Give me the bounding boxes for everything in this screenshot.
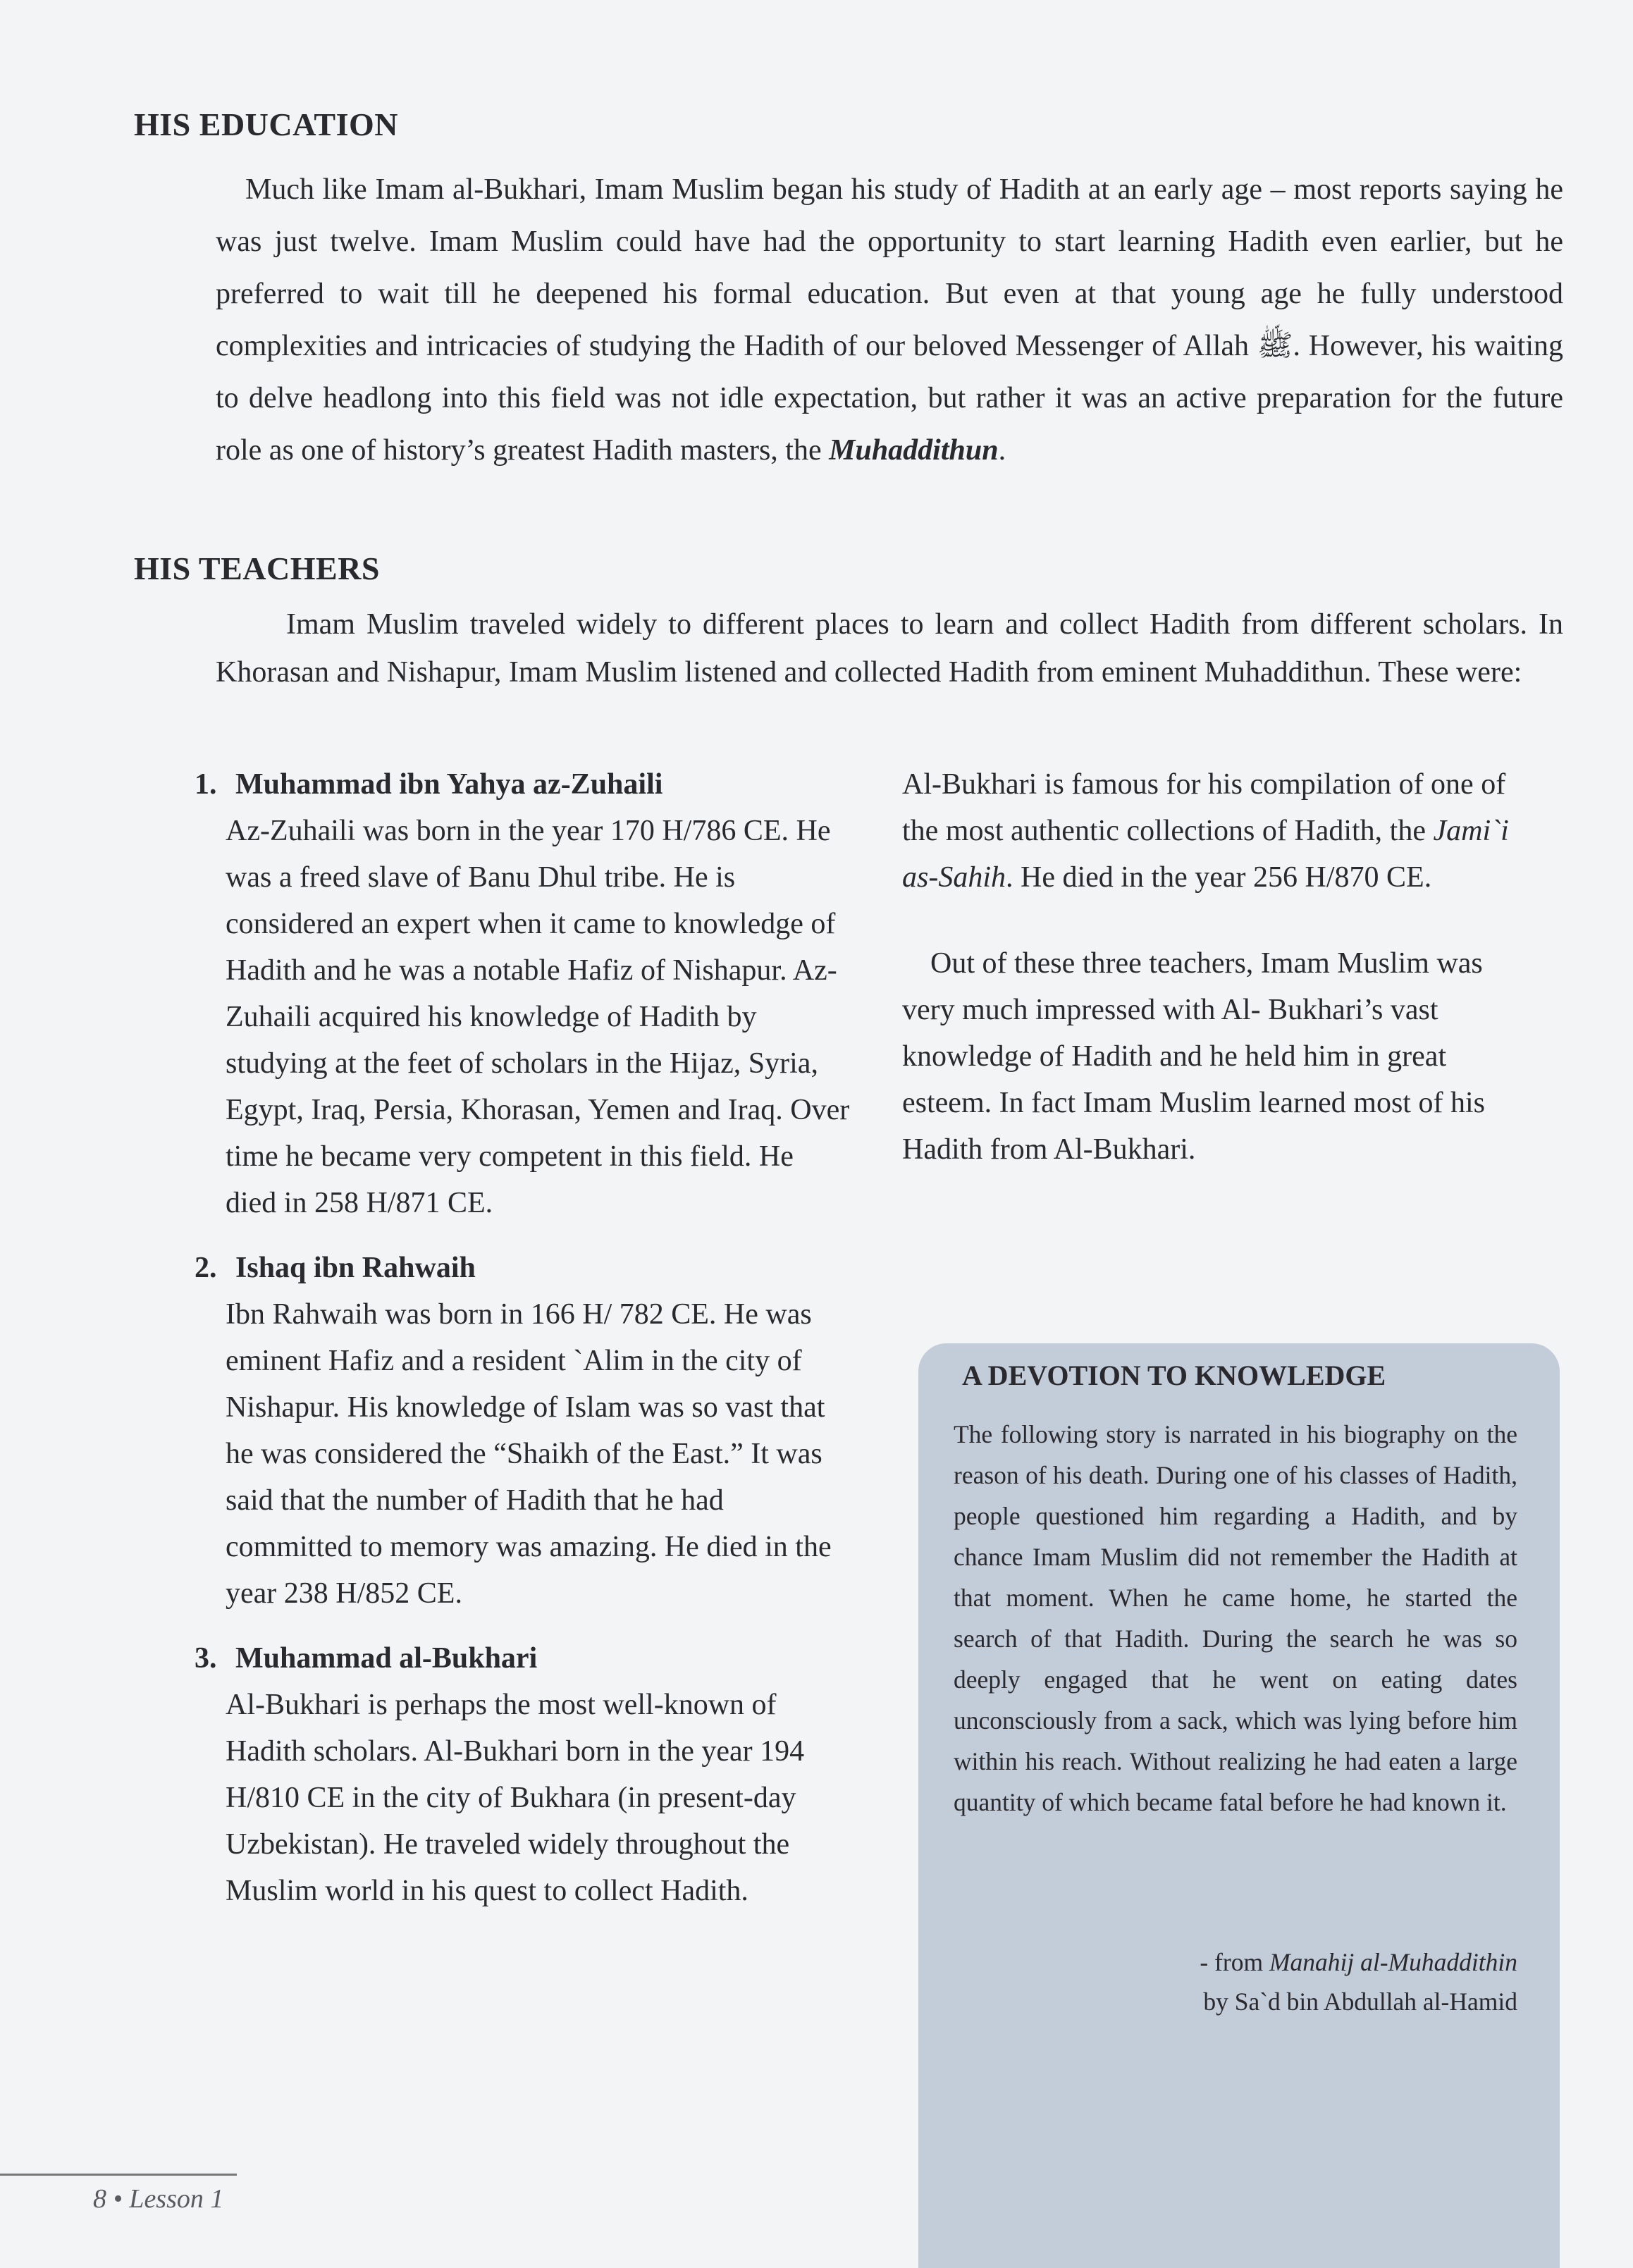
teacher-description: Al-Bukhari is perhaps the most well-known of Hadith scholars. Al-Bukhari born in the year 194 H/810 CE in the city of Bukhara (in present-day Uzbekistan). He traveled widely throughout the Muslim world in his quest to collect Hadith. — [226, 1689, 805, 1907]
teachers-intro: Imam Muslim traveled widely to different places to learn and collect Hadith from different scholars. In Khorasan and Nishapur, Imam Muslim listened and collected Hadith from eminent Muhaddithun. These were: — [216, 608, 1563, 689]
sidebar-text: The following story is narrated in his biography on the reason of his death. During one of his classes of Hadith, people questioned him regarding a Hadith, and by chance Imam Muslim did not remember the Hadith at that moment. When he came home, he started the search of that Hadith. During the search he was so deeply engaged that he went on eating dates unconsciously from a sack, which was lying before him within his reach. Without realizing he had eaten a large quantity of which became fatal before he had known it. — [954, 1420, 1517, 1816]
teacher-item — [195, 1245, 850, 1617]
source-author: by Sa`d bin Abdullah al-Hamid — [1203, 1987, 1517, 2016]
teacher-item-title — [195, 1245, 850, 1291]
jami-title: Jami`i as-Sahih — [902, 815, 1509, 894]
muhaddithun-term: Muhaddithun — [829, 434, 999, 467]
teacher-name: Muhammad al-Bukhari — [235, 1642, 538, 1675]
teachers-heading: HIS TEACHERS — [134, 550, 381, 586]
teachers-closing: Out of these three teachers, Imam Muslim was very much impressed with Al- Bukhari’s vast knowledge of Hadith and he held him in great esteem. In fact Imam Muslim learned most of his Hadith from Al-Bukhari. — [902, 947, 1485, 1166]
education-text-before: Much like Imam al-Bukhari, Imam Muslim began his study of Hadith at an early age – most reports saying he was just twelve. Imam Muslim could have had the opportunity to start learning Hadith even earlier, but he preferred to wait till he deepened his formal education. But even at that young age he fully understood complexities and intricacies of studying the Hadith of our beloved Messenger of Allah ﷺ. However, his waiting to delve headlong into this field was not idle expectation, but rather it was an active preparation for the future role as one of history’s greatest Hadith masters, the — [216, 173, 1563, 467]
education-paragraph — [216, 164, 1563, 476]
education-heading: HIS EDUCATION — [134, 106, 398, 142]
teacher-item — [195, 1635, 850, 1914]
sidebar-source — [1200, 1942, 1517, 2021]
right-column — [902, 761, 1536, 1173]
page-footer: 8 • Lesson 1 — [93, 2184, 224, 2214]
sidebar-title: A DEVOTION TO KNOWLEDGE — [962, 1360, 1386, 1391]
teacher-description: Az-Zuhaili was born in the year 170 H/786 CE. He was a freed slave of Banu Dhul tribe. He is considered an expert when it came to knowledge of Hadith and he was a notable Hafiz of Nishapur. Az-Zuhaili acquired his knowledge of Hadith by studying at the feet of scholars in the Hijaz, Syria, Egypt, Iraq, Persia, Khorasan, Yemen and Iraq. Over time he became very competent in this field. He died in 258 H/871 CE. — [226, 815, 850, 1219]
teacher-item — [195, 761, 850, 1226]
bukhari-continued-end: . He died in the year 256 H/870 CE. — [1006, 861, 1432, 894]
sidebar-box — [918, 1343, 1560, 2268]
teacher-description: Ibn Rahwaih was born in 166 H/ 782 CE. He was eminent Hafiz and a resident `Alim in the city of Nishapur. His knowledge of Islam was so vast that he was considered the “Shaikh of the East.” It was said that the number of Hadith that he had committed to memory was amazing. He died in the year 238 H/852 CE. — [226, 1298, 832, 1610]
bukhari-continued-text: Al-Bukhari is famous for his compilation of one of the most authentic collections of Hadith, the — [902, 768, 1506, 847]
teacher-name: Muhammad ibn Yahya az-Zuhaili — [235, 768, 663, 801]
education-text-after: . — [998, 434, 1006, 467]
teacher-number: 3. — [195, 1642, 217, 1675]
teacher-item-title — [195, 761, 850, 808]
source-title: Manahij al-Muhaddithin — [1269, 1948, 1517, 1976]
bukhari-continued — [902, 761, 1536, 901]
source-prefix: - from — [1200, 1948, 1269, 1976]
teachers-list — [195, 761, 850, 1914]
footer-rule — [0, 2174, 237, 2176]
teacher-name: Ishaq ibn Rahwaih — [235, 1252, 476, 1284]
teacher-number: 1. — [195, 768, 217, 801]
teacher-number: 2. — [195, 1252, 217, 1284]
teacher-item-title — [195, 1635, 850, 1682]
